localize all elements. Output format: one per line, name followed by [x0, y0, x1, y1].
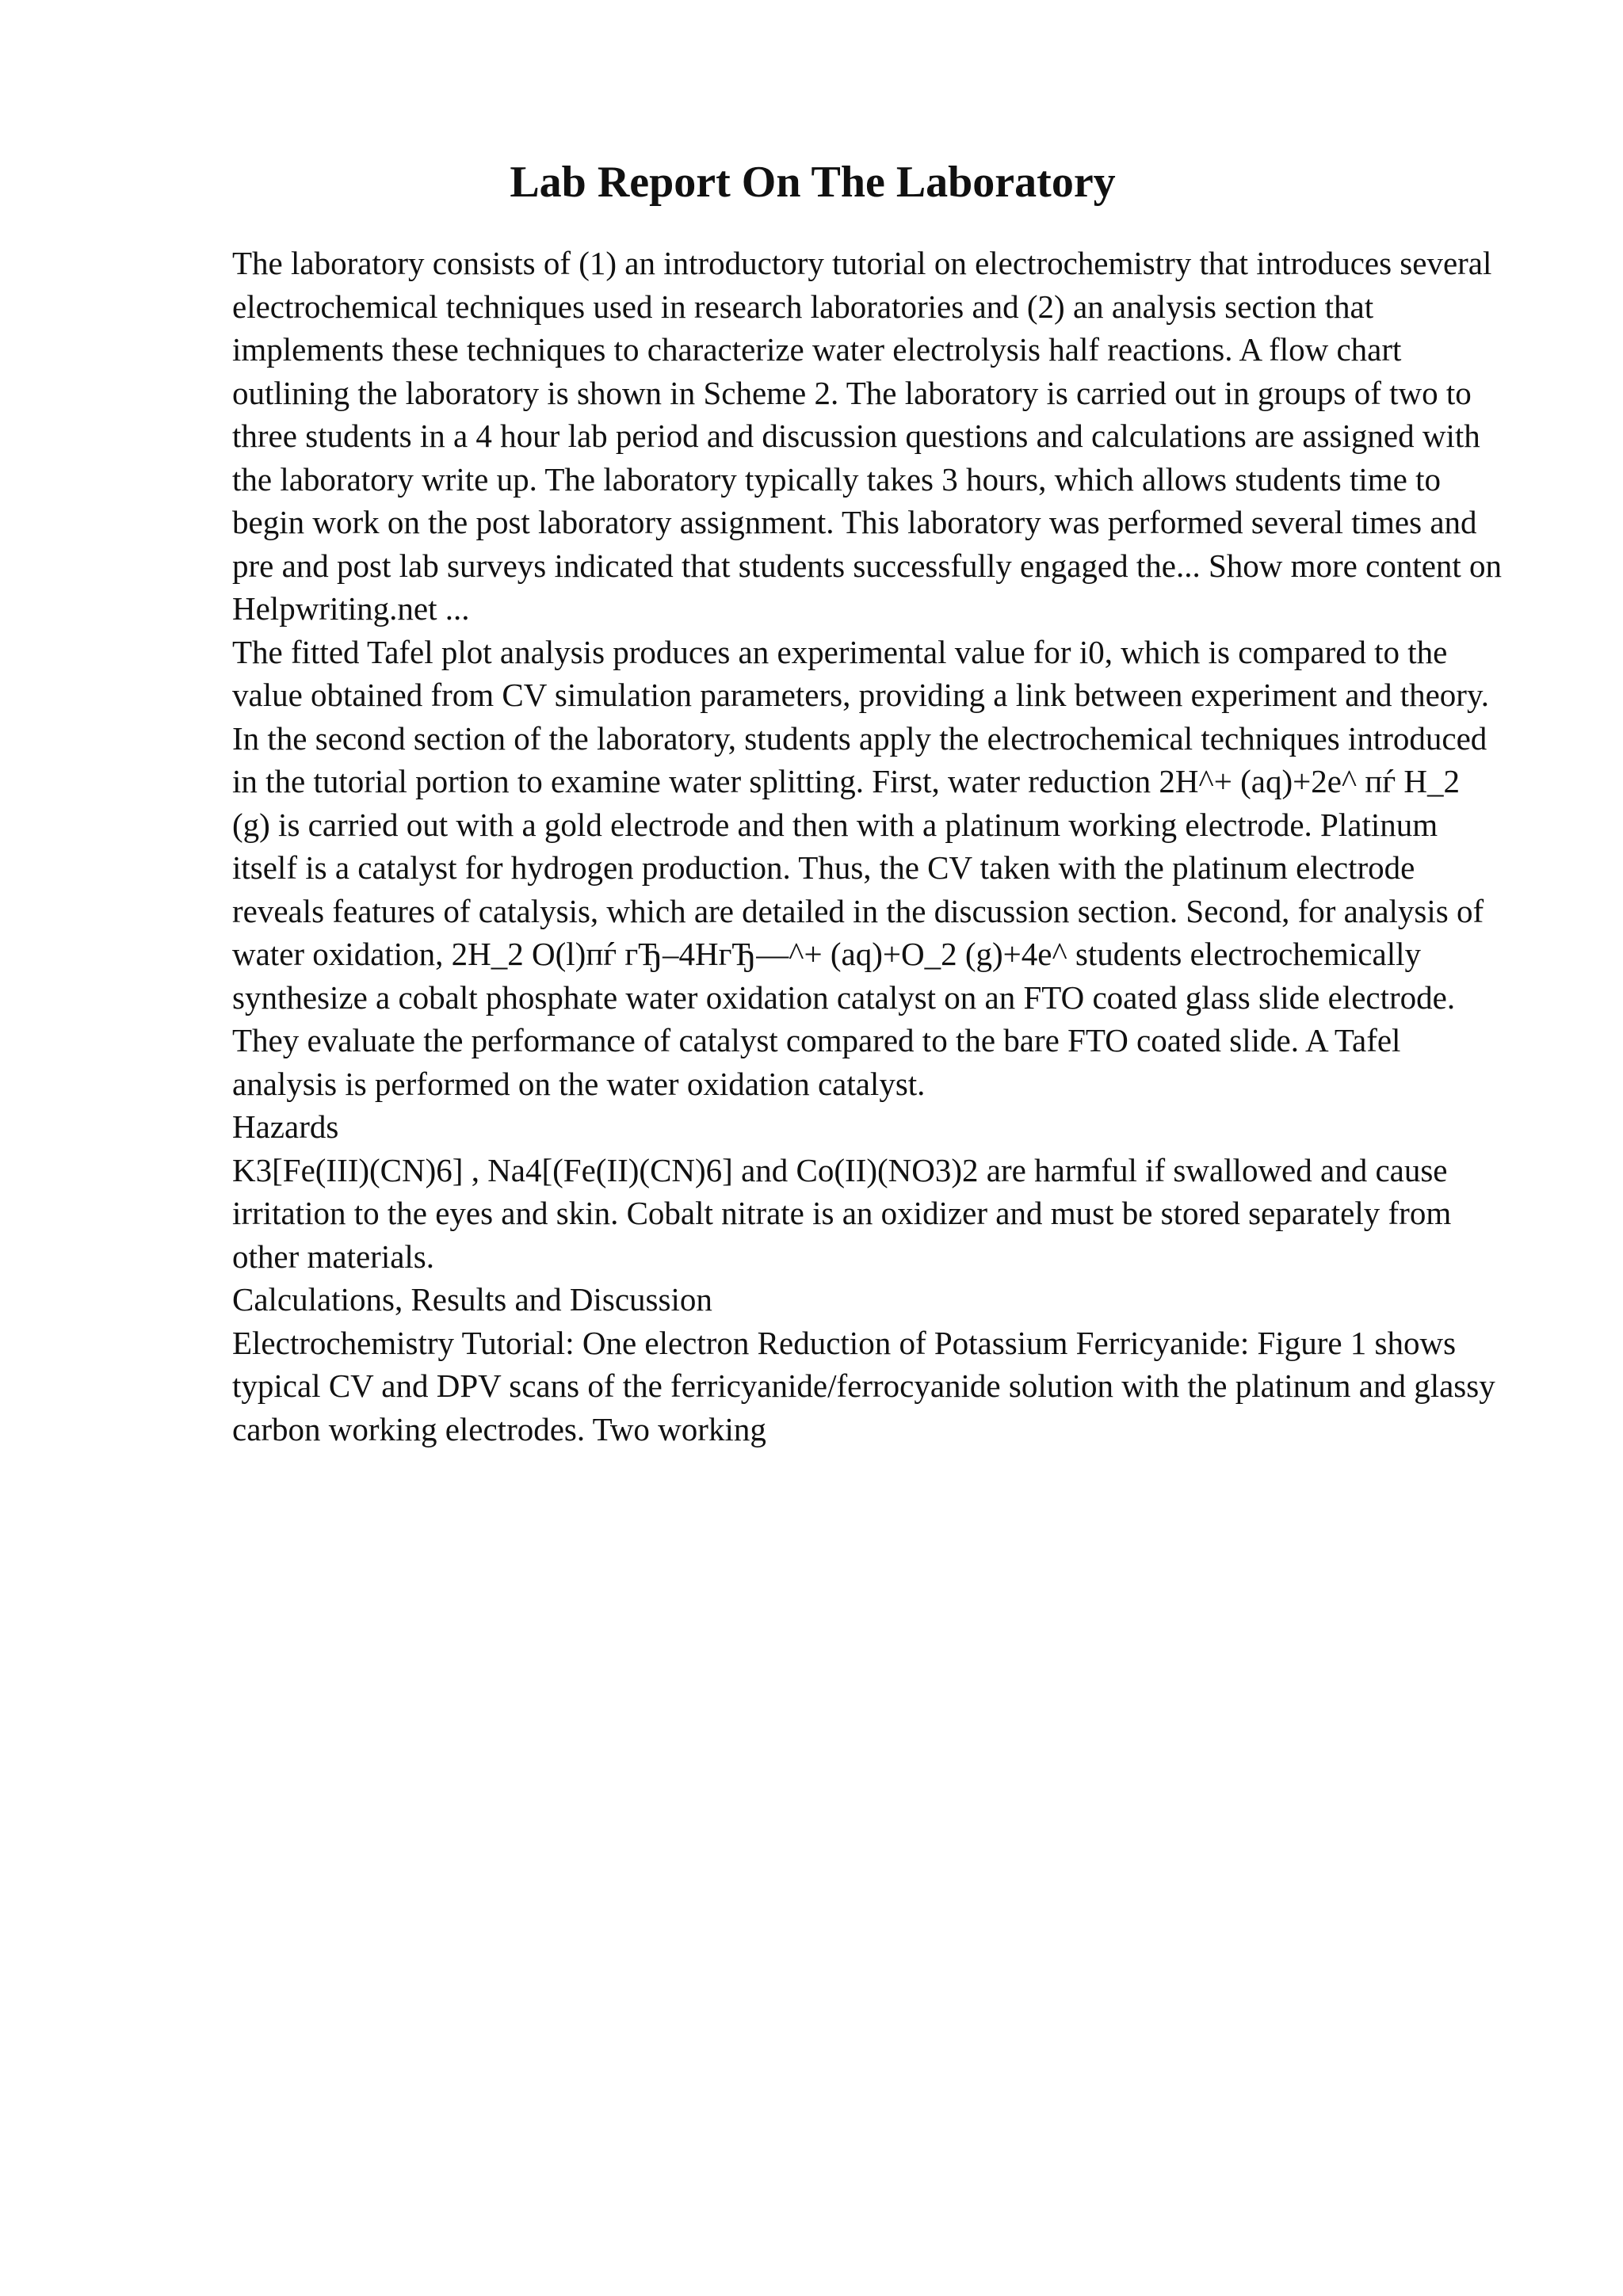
paragraph-tafel: The fitted Tafel plot analysis produces an experimental value for i0, which is compared to the value obtained from CV simulation parameters, providing a link between experiment and theory.: [232, 633, 1490, 713]
paragraph-intro: The laboratory consists of (1) an introductory tutorial on electrochemistry that introduces several electrochemical techniques used in research laboratories and (2) an analysis section that implements these techniques to characterize water electrolysis half reactions. A flow chart outlining the laboratory is shown in Scheme 2. The laboratory is carried out in groups of two to three students in a 4 hour lab period and discussion questions and calculations are assigned with the laboratory write up. The laboratory typically takes 3 hours, which allows students time to begin work on the post laboratory assignment. This laboratory was performed several times and pre and post lab surveys indicated that students successfully engaged the... Show more content on Helpwriting.net ...: [232, 245, 1503, 627]
document-title: Lab Report On The Laboratory: [510, 158, 1116, 207]
section-heading-hazards: Hazards: [232, 1108, 339, 1145]
paragraph-tutorial: Electrochemistry Tutorial: One electron Reduction of Potassium Ferricyanide: Figure 1 shows typical CV and DPV scans of the ferricyanide/ferrocyanide solution with the platinum and glassy carbon working electrodes. Two working: [232, 1324, 1495, 1447]
paragraph-hazards: K3[Fe(III)(CN)6] , Na4[(Fe(II)(CN)6] and Co(II)(NO3)2 are harmful if swallowed and cause irritation to the eyes and skin. Cobalt nitrate is an oxidizer and must be stored separately from other materials.: [232, 1151, 1452, 1275]
paragraph-water-splitting: In the second section of the laboratory, students apply the electrochemical techniques introduced in the tutorial portion to examine water splitting. First, water reduction 2H^+ (aq)+2e^ пѓ H_2 (g) is carried out with a gold electrode and then with a platinum working electrode. Platinum itself is a catalyst for hydrogen production. Thus, the CV taken with the platinum electrode reveals features of catalysis, which are detailed in the discussion section. Second, for analysis of water oxidation, 2H_2 O(l)пѓ гЂ–4HгЂ—^+ (aq)+O_2 (g)+4e^ students electrochemically synthesize a cobalt phosphate water oxidation catalyst on an FTO coated glass slide electrode. They evaluate the performance of catalyst compared to the bare FTO coated slide. A Tafel analysis is performed on the water oxidation catalyst.: [232, 719, 1487, 1102]
section-heading-results: Calculations, Results and Discussion: [232, 1281, 712, 1318]
document-body: [232, 242, 1504, 1451]
